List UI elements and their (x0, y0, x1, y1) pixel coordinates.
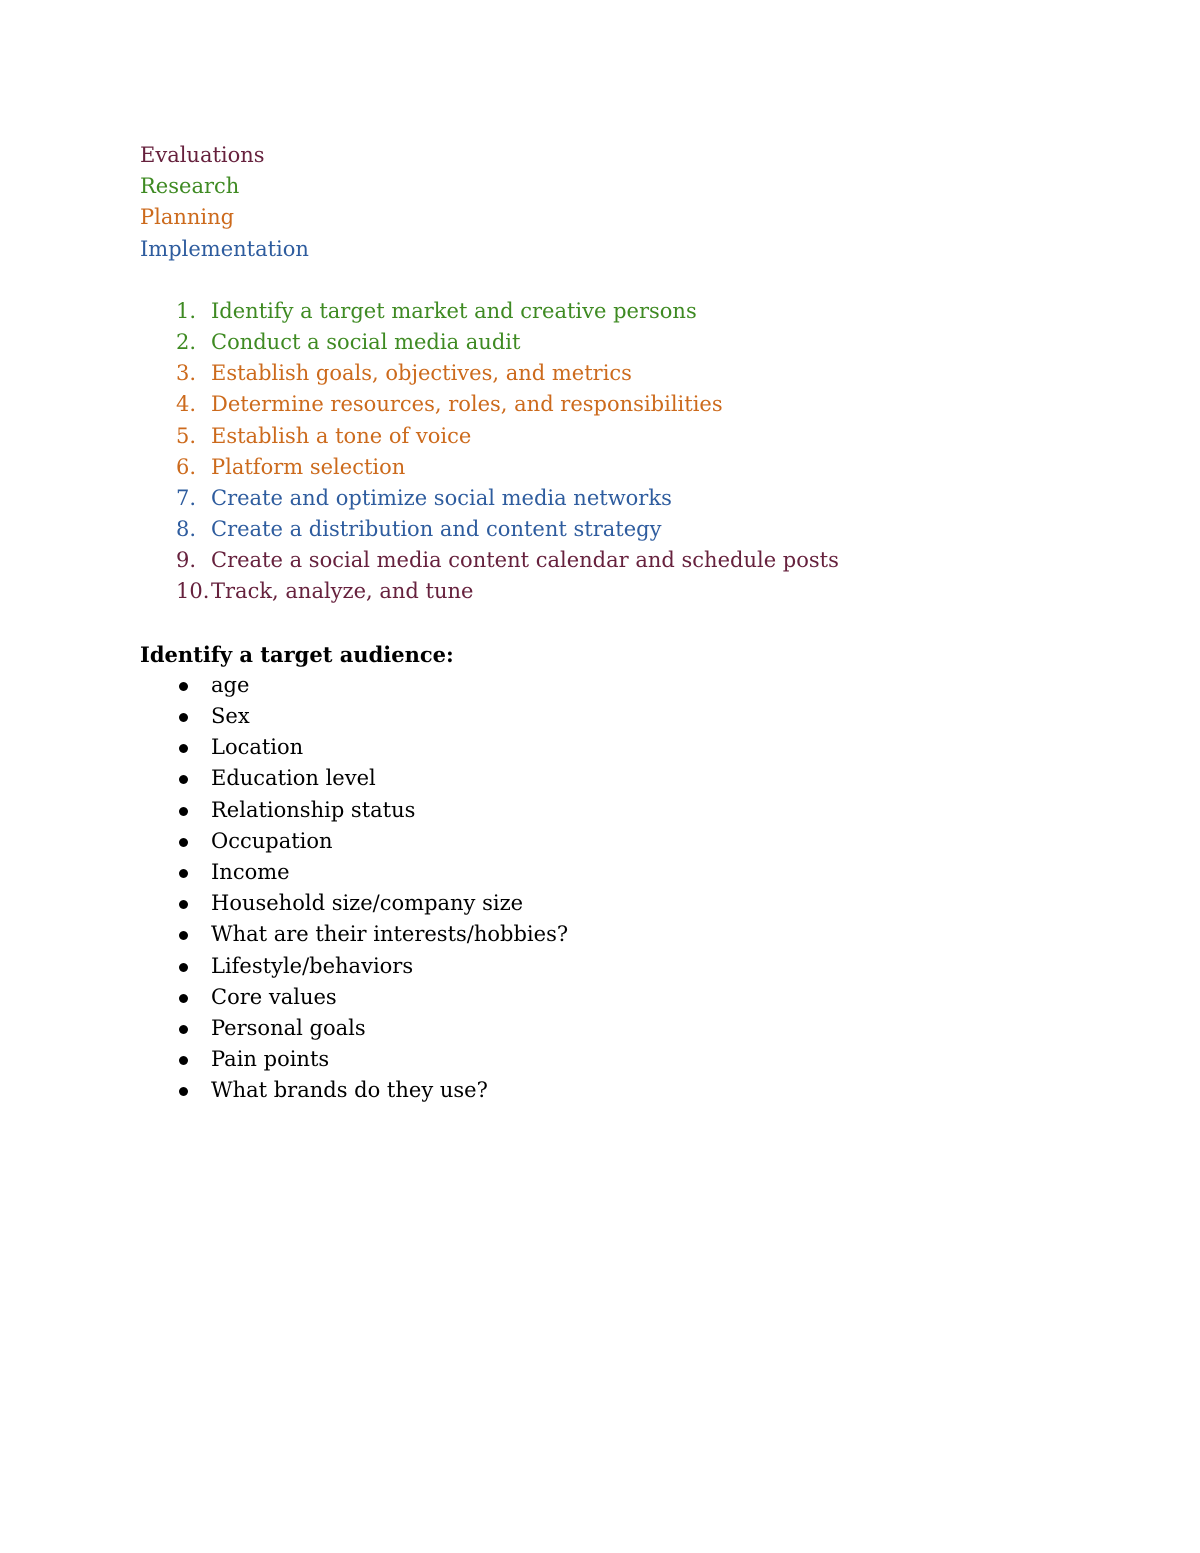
audience-item-text: Occupation (211, 828, 333, 853)
audience-item (140, 826, 1080, 857)
legend-planning: Planning (140, 205, 235, 230)
step-item (140, 296, 1080, 327)
audience-item (140, 795, 1080, 826)
bullet-icon (179, 869, 188, 878)
step-number: 5. (176, 423, 197, 448)
step-number: 10. (176, 579, 210, 604)
bullet-icon (179, 1056, 188, 1065)
audience-item (140, 1075, 1080, 1106)
audience-item (140, 1013, 1080, 1044)
bullet-icon (179, 744, 188, 753)
audience-item (140, 888, 1080, 919)
audience-item (140, 982, 1080, 1013)
step-item (140, 514, 1080, 545)
step-number: 6. (176, 454, 197, 479)
audience-item-text: Personal goals (211, 1015, 366, 1040)
audience-heading: Identify a target audience: (140, 641, 454, 667)
audience-list (140, 670, 1080, 1107)
audience-item-text: Education level (211, 766, 376, 791)
bullet-icon (179, 1025, 188, 1034)
step-item (140, 389, 1080, 420)
bullet-icon (179, 900, 188, 909)
step-number: 8. (176, 517, 197, 542)
audience-item (140, 857, 1080, 888)
audience-item (140, 701, 1080, 732)
step-text: Track, analyze, and tune (211, 579, 474, 604)
step-text: Create a distribution and content strategy (211, 517, 662, 542)
audience-item-text: What are their interests/hobbies? (211, 922, 569, 947)
bullet-icon (179, 1087, 188, 1096)
step-item (140, 358, 1080, 389)
step-text: Establish goals, objectives, and metrics (211, 361, 632, 386)
bullet-icon (179, 775, 188, 784)
audience-item (140, 1044, 1080, 1075)
audience-item-text: Lifestyle/behaviors (211, 953, 414, 978)
audience-item-text: Household size/company size (211, 891, 524, 916)
bullet-icon (179, 931, 188, 940)
step-number: 3. (176, 361, 197, 386)
step-item (140, 483, 1080, 514)
bullet-icon (179, 713, 188, 722)
bullet-icon (179, 807, 188, 816)
phase-legend (140, 140, 1080, 265)
step-text: Create a social media content calendar and schedule posts (211, 548, 839, 573)
audience-item-text: age (211, 672, 250, 697)
audience-item (140, 670, 1080, 701)
step-number: 4. (176, 392, 197, 417)
bullet-icon (179, 963, 188, 972)
step-text: Identify a target market and creative persons (211, 298, 697, 323)
step-item (140, 452, 1080, 483)
step-text: Determine resources, roles, and responsibilities (211, 392, 723, 417)
bullet-icon (179, 994, 188, 1003)
step-number: 9. (176, 548, 197, 573)
audience-item-text: Income (211, 859, 290, 884)
legend-evaluations: Evaluations (140, 143, 265, 167)
audience-item-text: Pain points (211, 1047, 330, 1072)
document-body (140, 140, 1080, 1106)
audience-item-text: Sex (211, 704, 250, 728)
step-text: Conduct a social media audit (211, 329, 521, 354)
audience-item (140, 951, 1080, 982)
audience-item (140, 919, 1080, 950)
audience-item-text: What brands do they use? (211, 1078, 488, 1103)
step-number: 2. (176, 329, 197, 354)
step-item (140, 576, 1080, 607)
bullet-icon (179, 838, 188, 847)
step-text: Platform selection (211, 454, 406, 479)
paragraph-spacer (140, 608, 1080, 639)
audience-item-text: Location (211, 735, 304, 760)
audience-item (140, 763, 1080, 794)
step-number: 1. (176, 298, 197, 323)
audience-item-text: Core values (211, 984, 337, 1009)
paragraph-spacer (140, 265, 1080, 296)
step-text: Establish a tone of voice (211, 423, 472, 448)
bullet-icon (179, 682, 188, 691)
legend-research: Research (140, 174, 240, 199)
step-text: Create and optimize social media networks (211, 485, 672, 510)
steps-list (140, 296, 1080, 608)
audience-item-text: Relationship status (211, 797, 416, 822)
step-item (140, 545, 1080, 576)
legend-implementation: Implementation (140, 236, 309, 261)
step-item (140, 421, 1080, 452)
step-number: 7. (176, 485, 197, 510)
audience-item (140, 732, 1080, 763)
step-item (140, 327, 1080, 358)
